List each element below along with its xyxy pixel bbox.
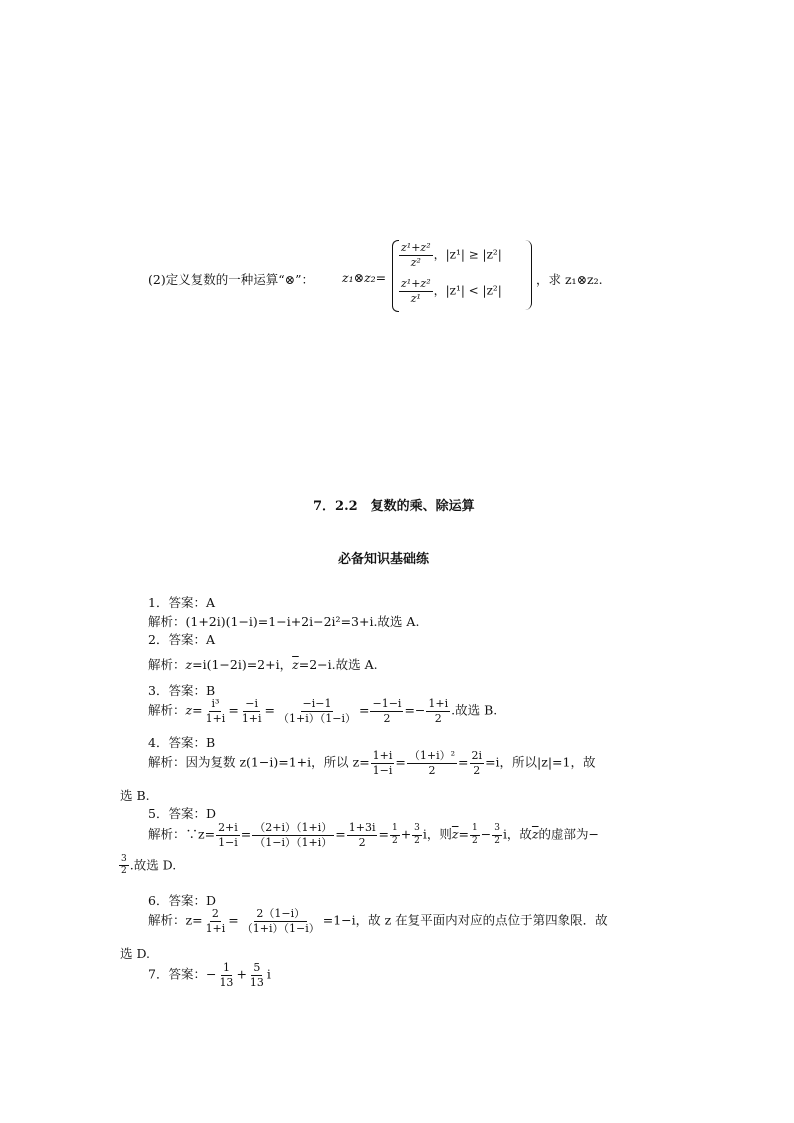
problem-suffix: ，求 z₁⊗z₂. [536, 272, 603, 287]
section-title: 7．2.2 复数的乘、除运算 [313, 499, 475, 514]
case1-numerator: z¹+z² [401, 241, 431, 254]
answer-4-continuation: 选 B. [120, 788, 150, 803]
case2-condition: ，|z¹| < |z²| [433, 283, 502, 298]
piecewise-case-2 [398, 278, 502, 304]
answer-6-continuation: 选 D. [120, 946, 151, 961]
answer-6-explanation: 解析：z= $\frac{2}{1+i}$ = $\frac{2(1-i)}{(1+i)(1-i)}$ =1−i，故 z 在复平面内对应的点位于第四象限．故 [148, 907, 608, 935]
answer-2-label: 2．答案：A [148, 632, 215, 647]
answer-3-label: 3．答案：B [148, 683, 216, 698]
answer-5-continuation: $\frac{3}{2}$ .故选 D. [121, 854, 177, 877]
answer-1-label: 1．答案：A [148, 595, 215, 610]
case1-denominator: z² [410, 255, 421, 269]
answer-6-label: 6．答案：D [148, 893, 216, 908]
case2-numerator: z¹+z² [401, 277, 431, 290]
answer-5-label: 5．答案：D [148, 806, 216, 821]
case1-condition: ，|z¹| ≥ |z²| [433, 247, 502, 262]
problem-prefix: (2)定义复数的一种运算“⊗”： [148, 272, 314, 287]
problem-lhs: z₁⊗z₂= [342, 270, 387, 285]
answer-1-explanation: 解析：(1+2i)(1−i)=1−i+2i−2i²=3+i.故选 A. [148, 614, 420, 629]
section-subtitle: 必备知识基础练 [338, 552, 430, 567]
piecewise-case-1 [398, 242, 502, 268]
answer-4-explanation: 解析：因为复数 z(1−i)=1+i，所以 z= $\frac{1+i}{1-i}$ = $\frac{\text{（1+i）²}}{2}$ = $\frac{2i}{2}$ =i，所以|z|=1，故 [148, 749, 596, 777]
answer-7-label: 7．答案：− $\frac{1}{13}$ + $\frac{5}{13}$ i [148, 961, 271, 989]
answer-5-explanation: 解析：∵z= $\frac{2+i}{1-i}$ = $\frac{(2+i)(1+i)}{(1-i)(1+i)}$ = $\frac{1+3i}{2}$ = $\frac{1}{2}$ + $\frac{3}{2}$ i，则$\overline{z}=$ $\frac{1}{2}$ − $\frac{3}{2}$ i，故$\overline{z}$的虚部为− [148, 821, 600, 849]
case2-denominator: z¹ [410, 291, 421, 305]
answer-4-label: 4．答案：B [148, 735, 216, 750]
piecewise-definition [392, 240, 532, 312]
answer-2-explanation: 解析：z=i(1−2i)=2+i，$\overline{z}=2-i$.故选 A. [148, 657, 378, 672]
answer-3-explanation: 解析：z= $\frac{\text{i³}}{1+i}$ = $\frac{-i}{1+i}$ = $\frac{-i-1}{(1+i)(1-i)}$ = $\frac{-1-i}{2}$ =− $\frac{1+i}{2}$ .故选 B. [148, 697, 498, 725]
right-brace [525, 240, 532, 310]
